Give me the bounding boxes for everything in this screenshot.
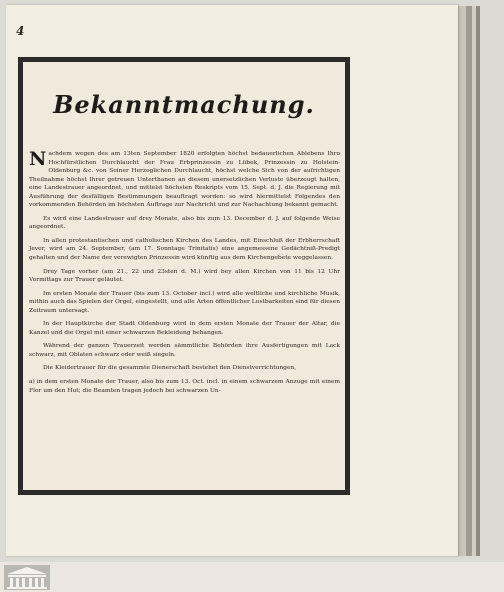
paragraph: In der Hauptkirche der Stadt Oldenburg wird in dem ersten Monate der Trauer der Altar, die Kanzel und die Orgel mit einer schwarzen Bekleidung behangen.: [29, 321, 340, 336]
paragraph-text: achdem wegen des am 13ten September 1820 erfolgten höchst bedauerlichen Ablebens Ihro Hochfürstlichen Durchlaucht der Frau Erbprinzessin zu Lübek, Prinzessin zu Holstein-Oldenburg &c. von Seiner Herzoglichen Durchlaucht, höchst welche Sich von der aufrichtigen Theilnahme höchst Ihrer getreuen Unterthanen an diesem unersetzlichen Verluste überzeugt halten, eine Landestrauer angeordnet, und mittelst höchsten Reskripts vom 15. Sept. d. J. die Regierung mit Ausführung der desfälligen Bestimmungen beauftragt worden: so wird hiermittelst Folgendes den vorkommenden Behörden im höchsten Auftrage zur Nachricht und zur Nachachtung bekannt gemacht.: [29, 151, 340, 209]
institution-logo-icon: [4, 565, 50, 590]
announcement-title: Bekanntmachung.: [53, 90, 315, 119]
drop-cap: N: [29, 148, 47, 170]
document-page: [6, 5, 458, 556]
viewer-footer: [0, 562, 504, 592]
paragraph: In allen protestantischen und catholischen Kirchen des Landes, mit Einschluß der Erbherrschaft Jever, wird am 24. September, (am 17. Sonntage Trinitatis) eine angemessene Gedächtniß-Predigt gehalten und der Name der verewigten Prinzessin wird künftig aus dem Kirchengebete weggelassen.: [29, 237, 340, 262]
paragraph: Im ersten Monate der Trauer (bis zum 13. October incl.) wird alle weltliche und kirchliche Musik, mithin auch das Spielen der Orgel, eingestellt, und alle Arten öffentlicher Lustbarkeiten sind für diesen Zeitraum untersagt.: [29, 290, 340, 314]
paragraph: a) in dem ersten Monate der Trauer, also bis zum 13. Oct. incl. in einem schwarzem Anzuge mit einem Flor um den Hut; die Beamten tragen jedoch bei schwarzen Un-: [29, 379, 340, 394]
page-number: 4: [16, 24, 25, 38]
book-edge: [476, 6, 480, 556]
paragraph: Die Kleidertrauer für die gesammte Dienerschaft bestehet den Dienstverrichtungen,: [43, 365, 297, 372]
announcement-body: [29, 150, 340, 400]
paragraph: Es wird eine Landestrauer auf drey Monate, also bis zum 13. December d. J. auf folgende Weise angeordnet.: [29, 215, 340, 231]
paragraph: [29, 150, 340, 210]
paragraph: Während der ganzen Trauerzeit werden sämmtliche Behörden ihre Ausfertigungen mit Lack schwarz, mit Oblaten schwarz oder weiß siegeln.: [29, 343, 340, 358]
book-edge: [458, 6, 466, 556]
announcement-frame: [18, 57, 350, 495]
paragraph: Drey Tage vorher (am 21., 22 und 23sten d. M.) wird bey allen Kirchen von 11 bis 12 Uhr Vormittags zur Trauer geläutet.: [29, 268, 340, 284]
